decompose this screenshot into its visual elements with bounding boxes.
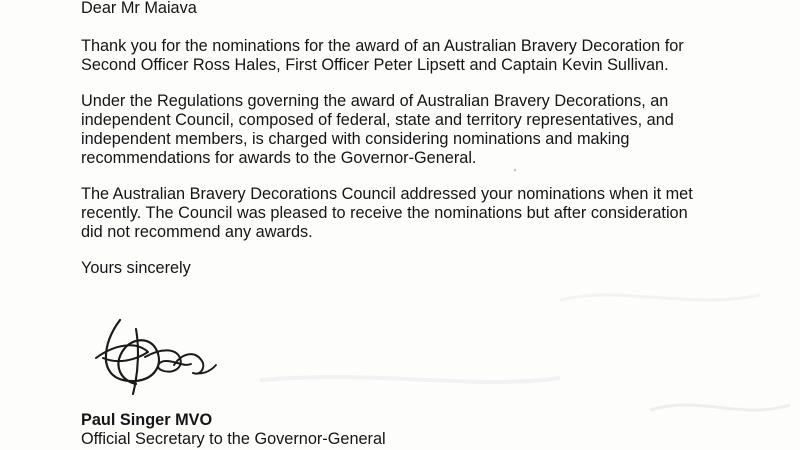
closing: Yours sincerely — [81, 259, 191, 277]
salutation: Dear Mr Maiava — [81, 0, 197, 17]
paragraph-2-line-4: recommendations for awards to the Governor-General. — [81, 149, 477, 167]
paragraph-2-line-3: independent members, is charged with considering nominations and making — [81, 130, 630, 148]
paragraph-2-line-1: Under the Regulations governing the award of Australian Bravery Decorations, an — [81, 92, 669, 110]
paragraph-2-line-2: independent Council, composed of federal, state and territory representatives, and — [81, 111, 674, 129]
signatory-name: Paul Singer MVO — [81, 411, 213, 429]
paragraph-1-line-1: Thank you for the nominations for the award of an Australian Bravery Decoration for — [81, 37, 684, 55]
paragraph-3-line-1: The Australian Bravery Decorations Council addressed your nominations when it met — [81, 185, 693, 203]
signatory-title: Official Secretary to the Governor-General — [81, 430, 386, 448]
paragraph-3-line-2: recently. The Council was pleased to receive the nominations but after consideration — [81, 204, 688, 222]
handwritten-signature — [78, 306, 218, 406]
paragraph-1-line-2: Second Officer Ross Hales, First Officer Peter Lipsett and Captain Kevin Sullivan. — [81, 56, 669, 74]
paragraph-3-line-3: did not recommend any awards. — [81, 223, 313, 241]
